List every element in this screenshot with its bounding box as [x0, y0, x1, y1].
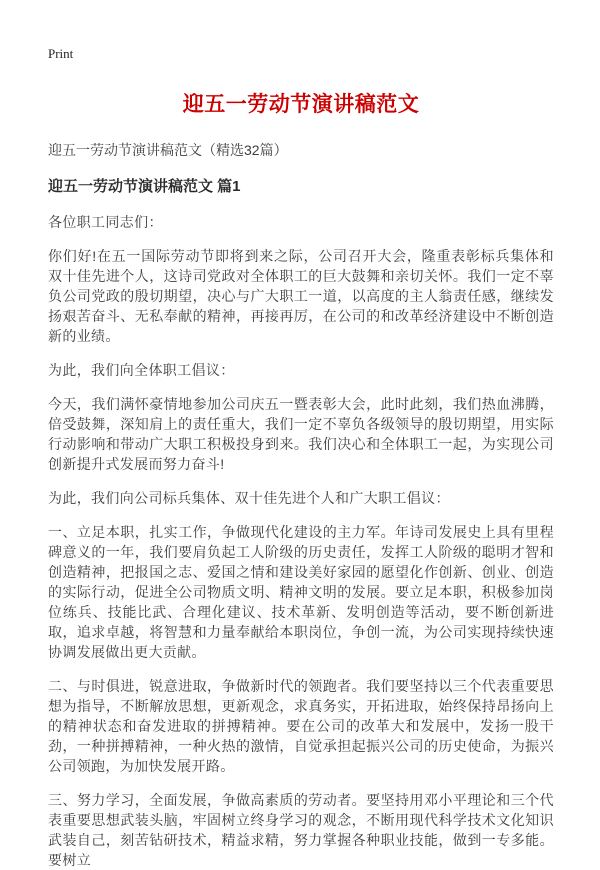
paragraph-point-3: 三、努力学习，全面发展，争做高素质的劳动者。要坚持用邓小平理论和三个代表重要思想武装头脑，牢固树立终身学习的观念，不断用现代科学技术文化知识武装自己，刻苦钻研技术，精益求精，努力掌握各种职业技能，做到一专多能。要树立 [48, 792, 554, 868]
document-subtitle: 迎五一劳动节演讲稿范文（精选32篇） [48, 142, 288, 158]
paragraph-salutation: 各位职工同志们： [48, 214, 163, 230]
paragraph-point-1: 一、立足本职，扎实工作，争做现代化建设的主力军。年诗司发展史上具有里程碑意义的一年，我们要肩负起工人阶级的历史责任，发挥工人阶级的聪明才智和创造精神，把报国之志、爱国之情和建设美好家园的愿望化作创新、创业、创造的实际行动，促进全公司物质文明、精神文明的发展。要立足本职，积极参加岗位练兵、技能比武、合理化建议、技术革新、发明创造等活动，要不断创新进取，追求卓越，将智慧和力量奉献给本职岗位，争创一流，为公司实现持续快速协调发展做出更大贡献。 [48, 524, 554, 660]
paragraph-point-2: 二、与时俱进，锐意进取，争做新时代的领跑者。我们要坚持以三个代表重要思想为指导，不断解放思想，更新观念，求真务实，开拓进取，始终保持昂扬向上的精神状态和奋发进取的拼搏精神。要在公司的改革大和发展中，发扬一股干劲，一种拼搏精神，一种火热的激情，自觉承担起振兴公司的历史使命，为振兴公司领跑，为加快发展开路。 [48, 678, 554, 774]
page-title: 迎五一劳动节演讲稿范文 [182, 93, 420, 116]
section-heading-part1: 迎五一劳动节演讲稿范文 篇1 [48, 178, 241, 195]
paragraph-today: 今天，我们满怀豪情地参加公司庆五一暨表彰大会，此时此刻，我们热血沸腾，倍受鼓舞，深知肩上的责任重大，我们一定不辜负各级领导的殷切期望，用实际行动影响和带动广大职工积极投身到来。我们决心和全体职工一起，为实现公司创新提升式发展而努力奋斗! [48, 396, 554, 472]
paragraph-proposal-lead-1: 为此，我们向全体职工倡议： [48, 362, 235, 378]
print-button[interactable]: Print [48, 46, 74, 61]
paragraph-proposal-lead-2: 为此，我们向公司标兵集体、双十佳先进个人和广大职工倡议： [48, 490, 450, 506]
paragraph-intro: 你们好!在五一国际劳动节即将到来之际，公司召开大会，隆重表彰标兵集体和双十佳先进个人，这诗司党政对全体职工的巨大鼓舞和亲切关怀。我们一定不辜负公司党政的殷切期望，决心与广大职工一道，以高度的主人翁责任感，继续发扬艰苦奋斗、无私奉献的精神，再接再厉，在公司的和改革经济建设中不断创造新的业绩。 [48, 248, 554, 344]
